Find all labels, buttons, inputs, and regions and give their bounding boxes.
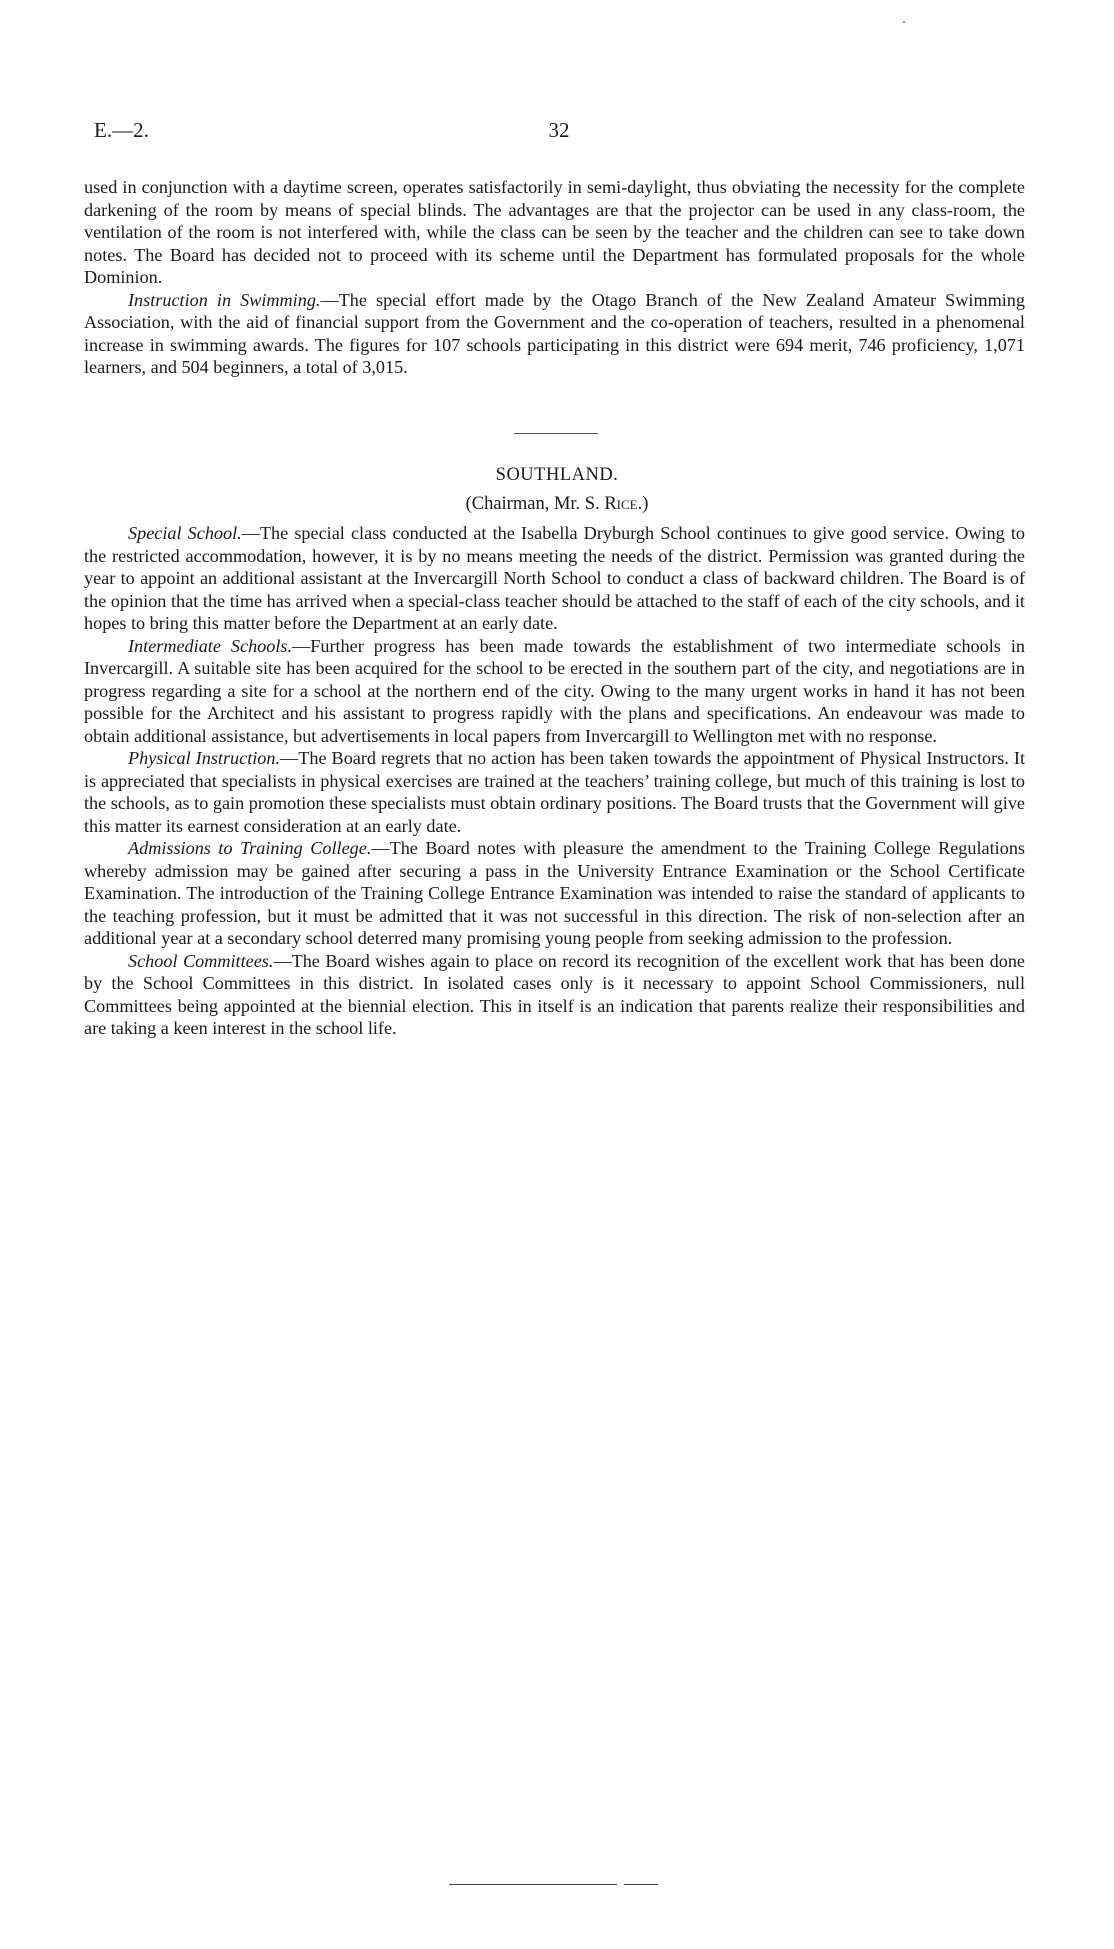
continued-section bbox=[84, 176, 1025, 379]
paragraph-text: —The special effort made by the Otago Branch of the New Zealand Amateur Swimming Association, with the aid of financial support from the Government and the co-operation of teachers, resulted in a phenomenal increase in swimming awards. The figures for 107 schools participating in this district were 694 merit, 746 proficiency, 1,071 learners, and 504 beginners, a total of 3,015. bbox=[84, 289, 1025, 377]
section-title: SOUTHLAND. bbox=[495, 465, 619, 485]
paragraph-lead: Admissions to Training College. bbox=[128, 838, 372, 858]
paragraph-swimming bbox=[84, 289, 1025, 379]
paragraph-physical-instruction bbox=[84, 747, 1025, 837]
paragraph-school-committees bbox=[84, 950, 1025, 1040]
paragraph-continuation bbox=[84, 176, 1025, 289]
document-reference: E.—2. bbox=[94, 118, 149, 142]
paragraph-text: —The special class conducted at the Isabella Dryburgh School continues to give good service. Owing to the restricted accommodation, however, it is by no means meeting the needs of the district. Permission was granted during the year to appoint an additional assistant at the Invercargill North School to conduct a class of backward children. The Board is of the opinion that the time has arrived when a special-class teacher should be attached to the staff of each of the city schools, and it hopes to bring this matter before the Department at an early date. bbox=[84, 523, 1025, 633]
paragraph-lead: Instruction in Swimming. bbox=[128, 289, 321, 310]
paragraph-lead: Physical Instruction. bbox=[128, 748, 281, 768]
section-divider bbox=[514, 433, 598, 434]
chair-suffix: .) bbox=[637, 494, 649, 514]
print-speck bbox=[903, 21, 905, 23]
paragraph-training-college bbox=[84, 837, 1025, 950]
paragraph-intermediate-schools bbox=[84, 635, 1025, 748]
paragraph-lead: Special School. bbox=[128, 523, 242, 543]
paragraph-lead: School Committees. bbox=[128, 950, 274, 971]
southland-section bbox=[84, 522, 1025, 1040]
page-number: 32 bbox=[548, 118, 570, 142]
chair-name: Rice bbox=[604, 494, 638, 514]
paragraph-text: —The Board wishes again to place on record its recognition of the excellent work that has been done by the School Committees in this district. In isolated cases only is it necessary to appoint School Commissioners, null Committees being appointed at the biennial election. This in itself is an indication that parents realize their responsibilities and are taking a keen interest in the school life. bbox=[84, 950, 1025, 1038]
chair-prefix: (Chairman, Mr. S. bbox=[465, 494, 605, 514]
paragraph-text: —The Board notes with pleasure the amendment to the Training College Regulations whereby admission may be gained after securing a pass in the University Entrance Examination or the School Certificate Examination. The introduction of the Training College Entrance Examination was intended to raise the standard of applicants to the teaching profession, but it must be admitted that it was not successful in this direction. The risk of non-selection after an additional year at a secondary school deterred many promising young people from seeking admission to the profession. bbox=[84, 838, 1025, 948]
paragraph-special-school bbox=[84, 522, 1025, 635]
paragraph-text: —The Board regrets that no action has been taken towards the appointment of Physical Instructors. It is appreciated that specialists in physical exercises are trained at the teachers’ training college, but much of this training is lost to the schools, as to gain promotion these specialists must obtain ordinary positions. The Board trusts that the Government will give this matter its earnest consideration at an early date. bbox=[84, 748, 1025, 836]
section-chairman bbox=[0, 494, 1114, 515]
paragraph-lead: Intermediate Schools. bbox=[128, 635, 293, 656]
end-rule bbox=[449, 1884, 617, 1885]
paragraph-text: —Further progress has been made towards the establishment of two intermediate schools in Invercargill. A suitable site has been acquired for the school to be erected in the southern part of the city, and negotiations are in progress regarding a site for a school at the northern end of the city. Owing to the many urgent works in hand it has not been possible for the Architect and his assistant to progress rapidly with the plans and specifications. An endeavour was made to obtain additional assistance, but advertisements in local papers from Invercargill to Wellington met with no response. bbox=[84, 635, 1025, 746]
paragraph-text: used in conjunction with a daytime screen, operates satisfactorily in semi-daylight, thus obviating the necessity for the complete darkening of the room by means of special blinds. The advantages are that the projector can be used in any class-room, the ventilation of the room is not interfered with, while the class can be seen by the teacher and the children can see to take down notes. The Board has decided not to proceed with its scheme until the Department has formulated proposals for the whole Dominion. bbox=[84, 177, 1025, 287]
page-header bbox=[94, 118, 1024, 148]
end-rule-short bbox=[624, 1884, 658, 1885]
